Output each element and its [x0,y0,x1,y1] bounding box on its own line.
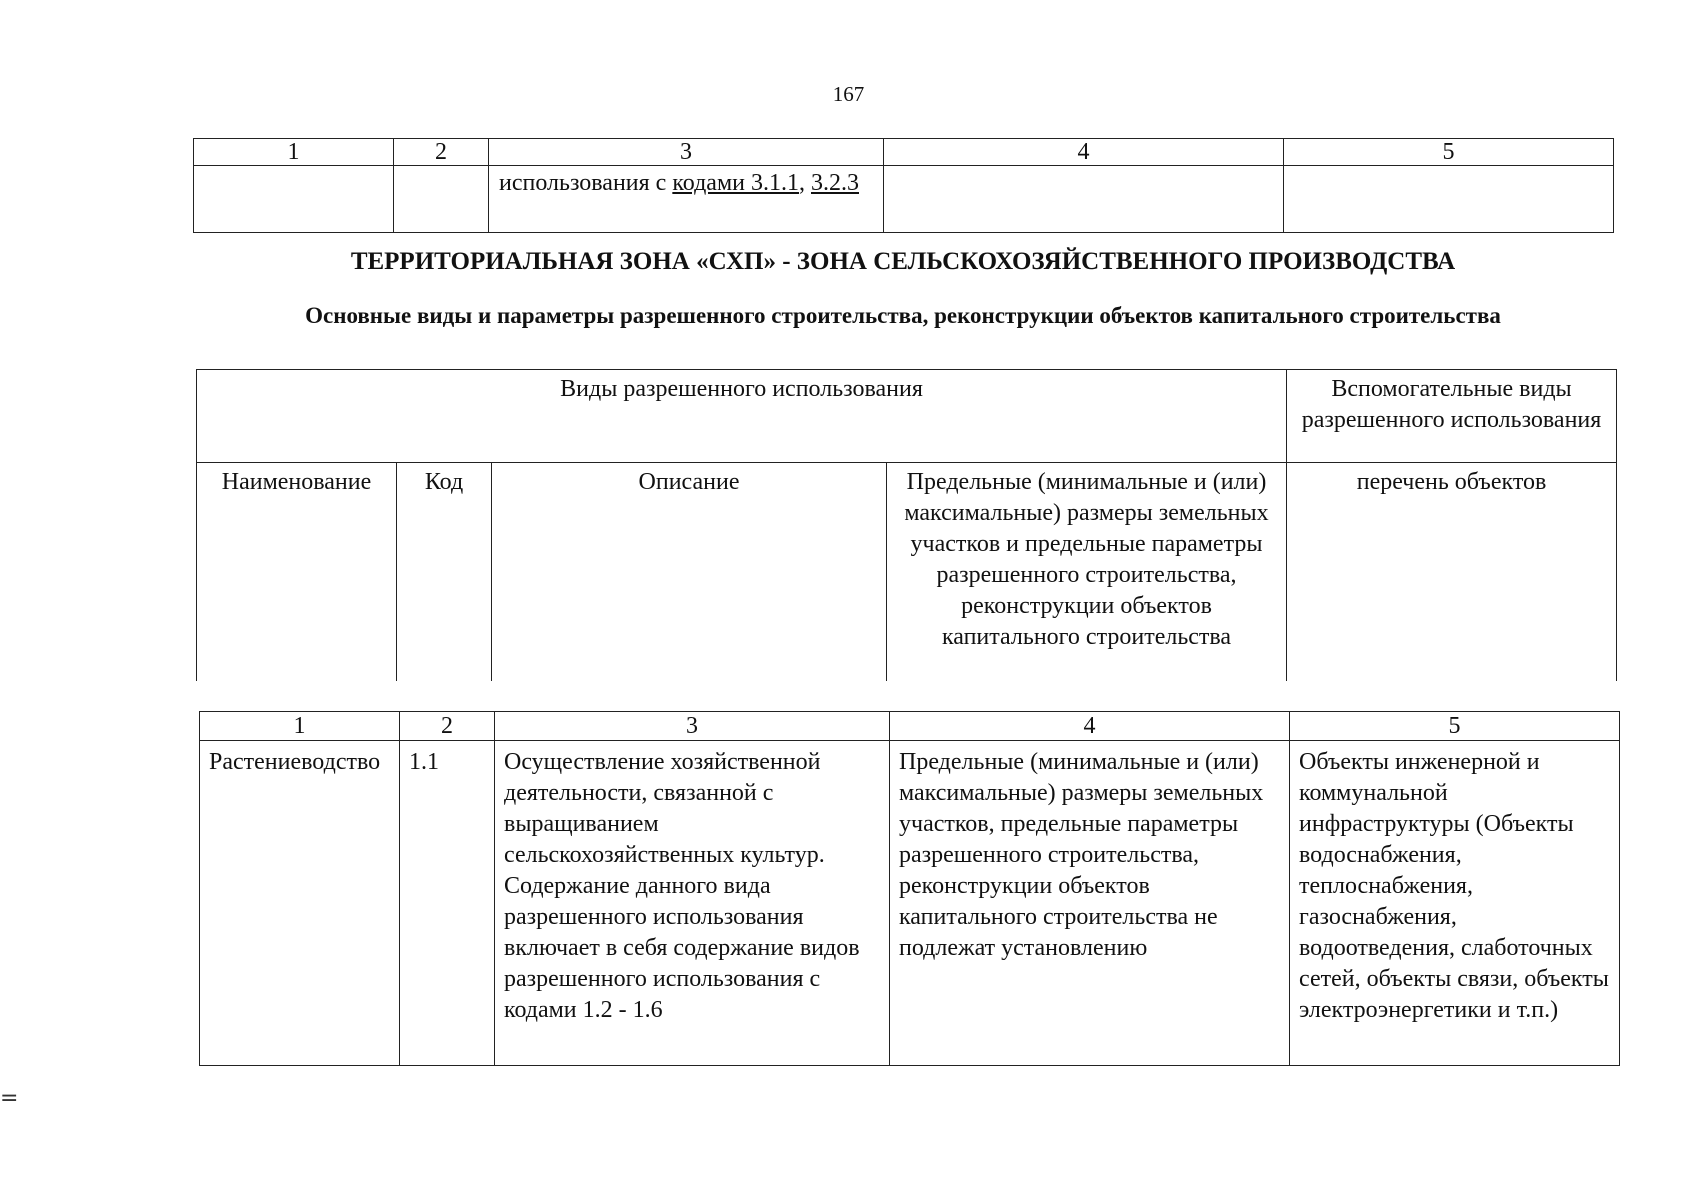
empty-cell [194,166,394,233]
page-number: 167 [832,82,865,106]
column-number: 2 [400,712,495,741]
data-table [199,711,1620,1066]
header-aux-group: Вспомогательные виды разрешенного использования [1287,370,1617,463]
separator-text: , [799,170,811,196]
column-number: 3 [495,712,890,741]
section-title: Основные виды и параметры разрешенного строительства, реконструкции объектов капитального строительства [305,303,1501,328]
use-objects-cell: Объекты инженерной и коммунальной инфраструктуры (Объекты водоснабжения, теплоснабжения, газоснабжения, водоотведения, слаботочных сетей, объекты связи, объекты электроэнергетики и т.п.) [1290,741,1620,1066]
zone-title: ТЕРРИТОРИАЛЬНАЯ ЗОНА «СХП» - ЗОНА СЕЛЬСКОХОЗЯЙСТВЕННОГО ПРОИЗВОДСТВА [350,248,1456,275]
header-code: Код [397,463,492,682]
header-main-group: Виды разрешенного использования [197,370,1287,463]
column-number: 1 [194,139,394,166]
column-number: 5 [1284,139,1614,166]
table-row [200,741,1620,1066]
empty-cell [394,166,489,233]
column-number: 3 [489,139,884,166]
column-number: 1 [200,712,400,741]
column-number-row [200,712,1620,741]
header-columns-row [197,463,1617,682]
continuation-table [193,138,1614,233]
table-row [194,166,1614,233]
use-description-cell: Осуществление хозяйственной деятельности, связанной с выращиванием сельскохозяйственных культур. Содержание данного вида разрешенного использования включает в себя содержание видов разрешенного использования с кодами 1.2 - 1.6 [495,741,890,1066]
column-number-row [194,139,1614,166]
column-number: 2 [394,139,489,166]
empty-cell [1284,166,1614,233]
margin-mark: = [0,1086,19,1111]
header-name: Наименование [197,463,397,682]
column-number: 4 [890,712,1290,741]
use-limits-cell: Предельные (минимальные и (или) максимальные) размеры земельных участков, предельные параметры разрешенного строительства, реконструкции объектов капитального строительства не подлежат установлению [890,741,1290,1066]
code-link[interactable]: кодами 3.1.1 [672,170,799,196]
header-limits: Предельные (минимальные и (или) максимальные) размеры земельных участков и предельные параметры разрешенного строительства, реконструкции объектов капитального строительства [887,463,1287,682]
header-table [196,369,1617,681]
header-group-row [197,370,1617,463]
column-number: 5 [1290,712,1620,741]
use-name-cell: Растениеводство [200,741,400,1066]
code-link[interactable]: 3.2.3 [811,170,859,196]
use-code-cell: 1.1 [400,741,495,1066]
description-cell [489,166,884,233]
empty-cell [884,166,1284,233]
header-description: Описание [492,463,887,682]
column-number: 4 [884,139,1284,166]
header-objects: перечень объектов [1287,463,1617,682]
description-text: использования с [499,170,673,196]
